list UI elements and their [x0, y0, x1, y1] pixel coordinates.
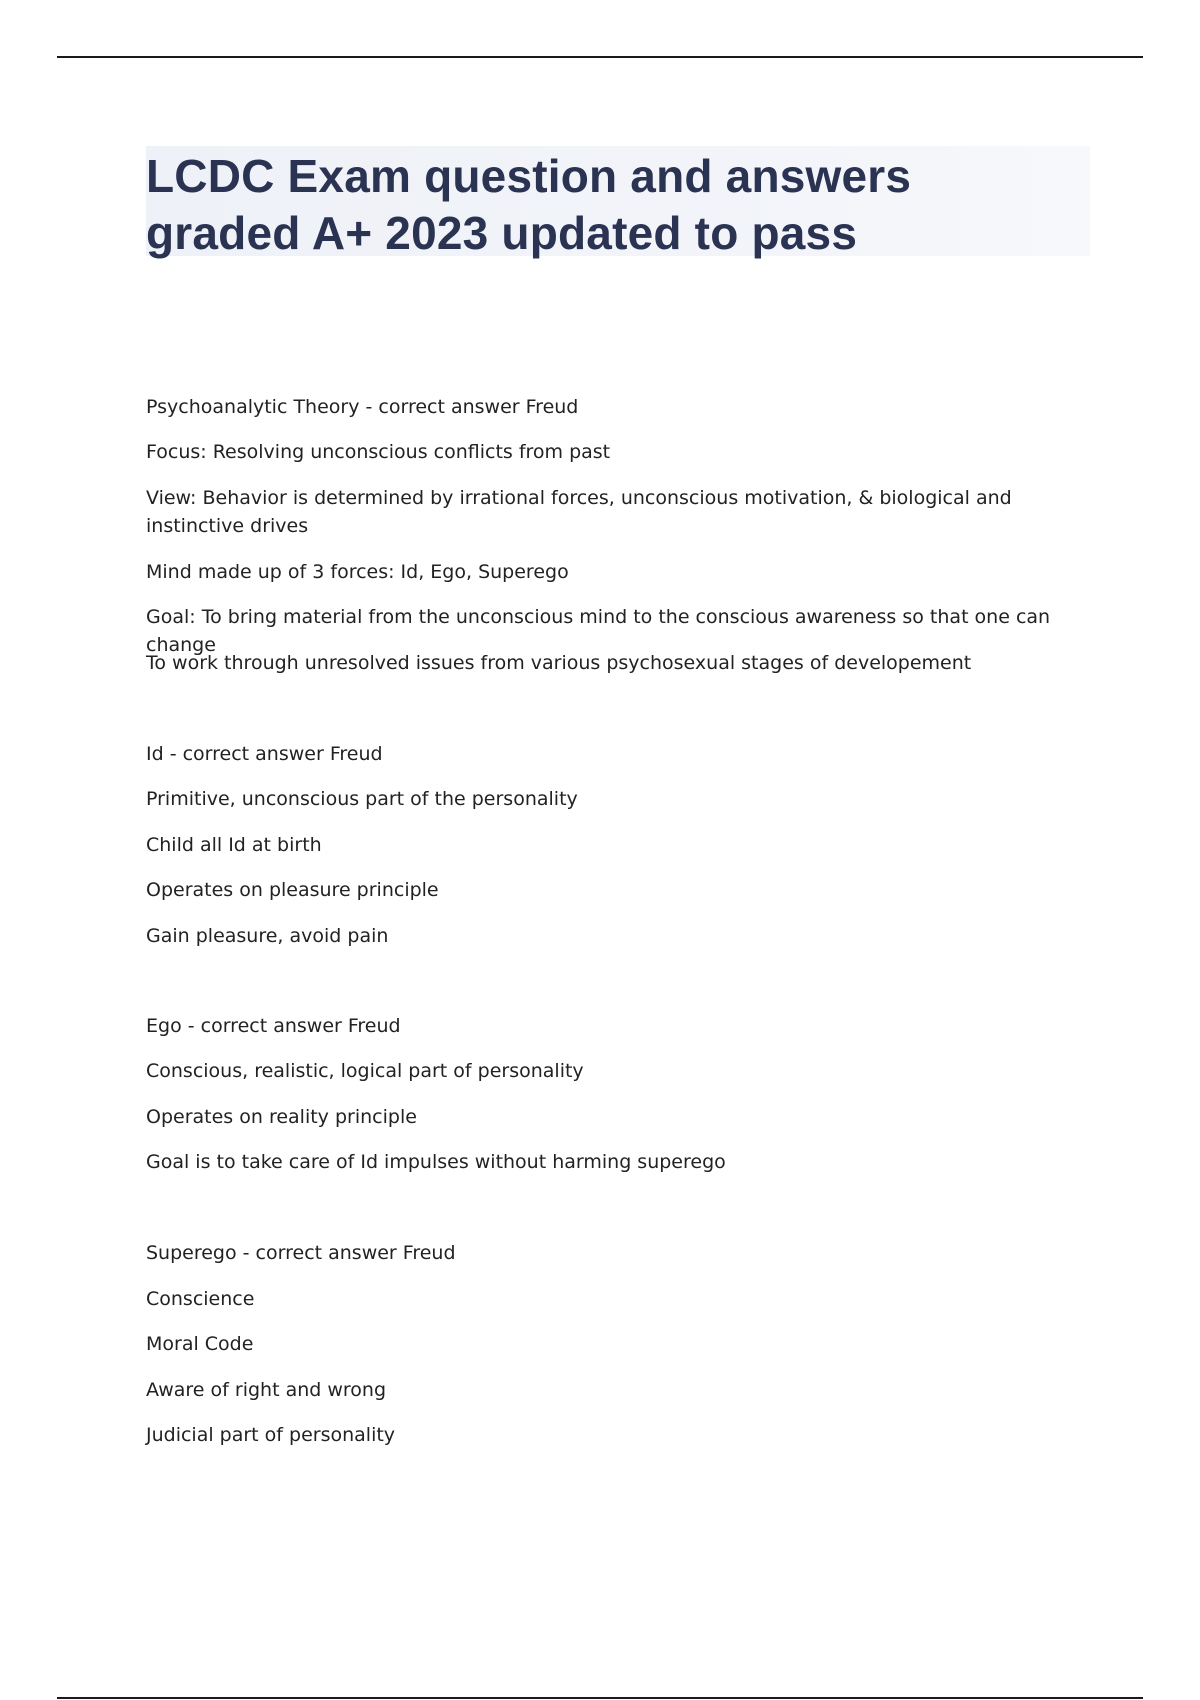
document-title [146, 146, 1090, 262]
section-4-line: Conscience [146, 1288, 255, 1310]
section-3-line: Goal is to take care of Id impulses without harming superego [146, 1151, 726, 1173]
section-4-line: Judicial part of personality [146, 1424, 396, 1446]
section-4-line: Moral Code [146, 1333, 254, 1355]
section-4-heading: Superego - correct answer Freud [146, 1242, 456, 1264]
section-1-line: Focus: Resolving unconscious conflicts from past [146, 441, 611, 463]
title-line-1: LCDC Exam question and answers [146, 150, 912, 202]
section-2-line: Operates on pleasure principle [146, 879, 439, 901]
top-rule [57, 56, 1143, 58]
section-2-line: Gain pleasure, avoid pain [146, 925, 389, 947]
section-4-line: Aware of right and wrong [146, 1379, 387, 1401]
section-1-line: Goal: To bring material from the unconscious mind to the conscious awareness so that one can change [146, 606, 1051, 656]
section-3-line: Operates on reality principle [146, 1106, 417, 1128]
section-1-line: View: Behavior is determined by irrational forces, unconscious motivation, & biological and instinctive drives [146, 487, 1012, 537]
section-2-line: Child all Id at birth [146, 834, 322, 856]
section-1-line: Mind made up of 3 forces: Id, Ego, Superego [146, 561, 569, 583]
section-3-line: Conscious, realistic, logical part of personality [146, 1060, 584, 1082]
section-1-line: To work through unresolved issues from various psychosexual stages of developement [146, 652, 972, 674]
title-banner [146, 146, 1090, 259]
section-1-heading: Psychoanalytic Theory - correct answer Freud [146, 396, 579, 418]
section-2-heading: Id - correct answer Freud [146, 743, 383, 765]
bottom-rule [57, 1697, 1143, 1699]
section-3-heading: Ego - correct answer Freud [146, 1015, 401, 1037]
title-line-2: graded A+ 2023 updated to pass [146, 207, 858, 259]
section-2-line: Primitive, unconscious part of the personality [146, 788, 578, 810]
